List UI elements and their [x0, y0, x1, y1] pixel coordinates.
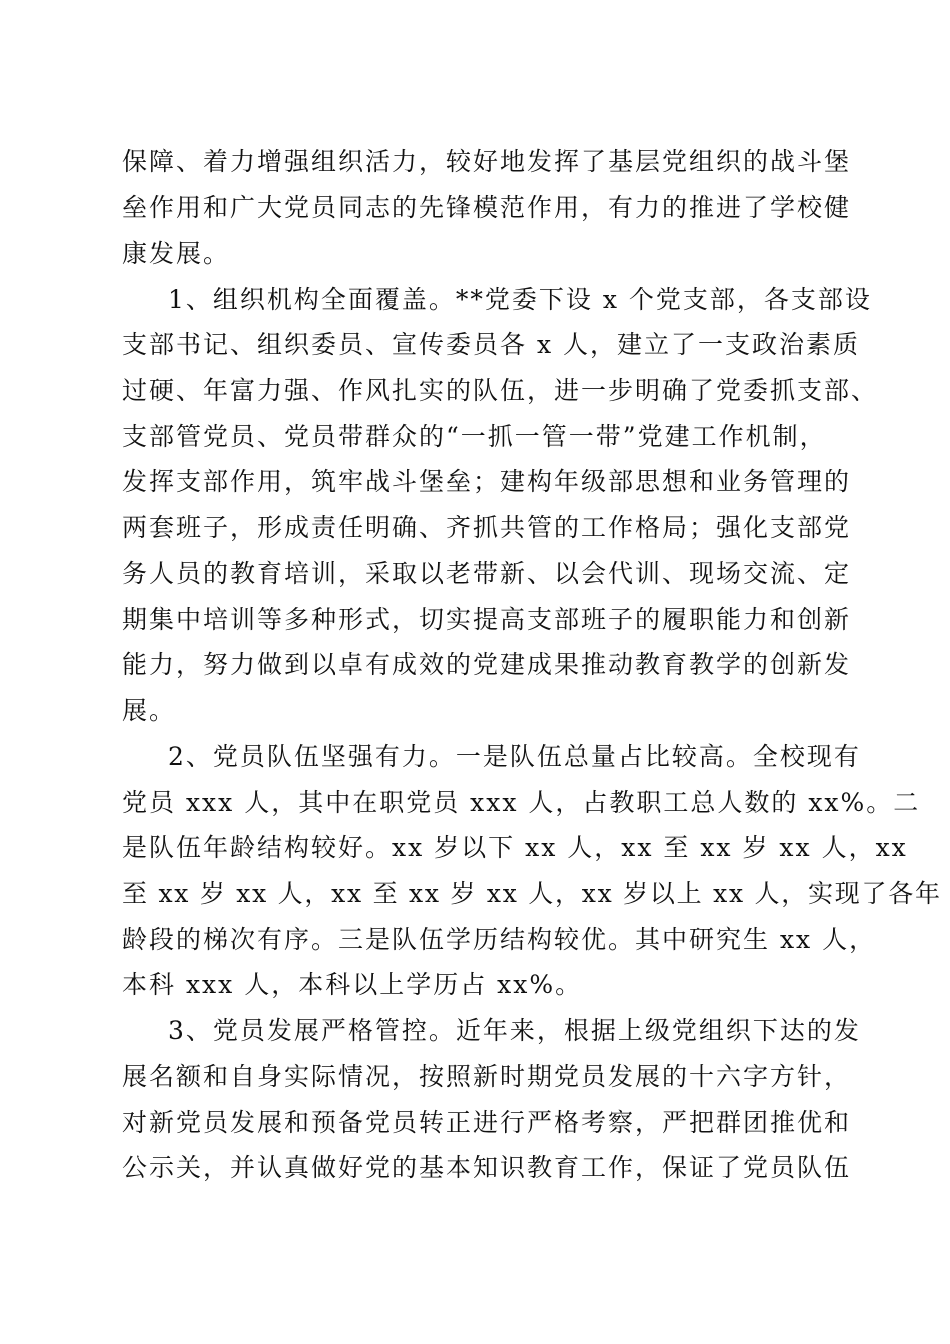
text-line: 两套班子，形成责任明确、齐抓共管的工作格局；强化支部党: [122, 513, 852, 542]
text-line: 公示关，并认真做好党的基本知识教育工作，保证了党员队伍: [122, 1153, 852, 1182]
text-line: 1、组织机构全面覆盖。**党委下设 x 个党支部，各支部设: [168, 285, 872, 314]
text-line: 期集中培训等多种形式，切实提高支部班子的履职能力和创新: [122, 605, 852, 634]
text-line: 康发展。: [122, 239, 231, 268]
text-line: 展名额和自身实际情况，按照新时期党员发展的十六字方针，: [122, 1062, 852, 1091]
text-line: 能力，努力做到以卓有成效的党建成果推动教育教学的创新发: [122, 650, 852, 679]
text-line: 务人员的教育培训，采取以老带新、以会代训、现场交流、定: [122, 559, 852, 588]
text-line: 党员 xxx 人，其中在职党员 xxx 人，占教职工总人数的 xx%。二: [122, 788, 921, 817]
text-line: 至 xx 岁 xx 人，xx 至 xx 岁 xx 人，xx 岁以上 xx 人，实现了各年: [122, 879, 942, 908]
text-line: 2、党员队伍坚强有力。一是队伍总量占比较高。全校现有: [168, 742, 861, 771]
text-line: 支部管党员、党员带群众的“一抓一管一带”党建工作机制，: [122, 422, 827, 451]
text-line: 龄段的梯次有序。三是队伍学历结构较优。其中研究生 xx 人，: [122, 925, 877, 954]
text-line: 保障、着力增强组织活力，较好地发挥了基层党组织的战斗堡: [122, 147, 852, 176]
text-line: 展。: [122, 696, 177, 725]
text-line: 3、党员发展严格管控。近年来，根据上级党组织下达的发: [168, 1016, 861, 1045]
text-line: 对新党员发展和预备党员转正进行严格考察，严把群团推优和: [122, 1108, 852, 1137]
text-line: 本科 xxx 人，本科以上学历占 xx%。: [122, 970, 583, 999]
text-line: 过硬、年富力强、作风扎实的队伍，进一步明确了党委抓支部、: [122, 376, 879, 405]
text-line: 垒作用和广大党员同志的先锋模范作用，有力的推进了学校健: [122, 193, 852, 222]
text-line: 是队伍年龄结构较好。xx 岁以下 xx 人，xx 至 xx 岁 xx 人，xx: [122, 833, 908, 862]
text-line: 发挥支部作用，筑牢战斗堡垒；建构年级部思想和业务管理的: [122, 467, 852, 496]
text-line: 支部书记、组织委员、宣传委员各 x 人，建立了一支政治素质: [122, 330, 860, 359]
